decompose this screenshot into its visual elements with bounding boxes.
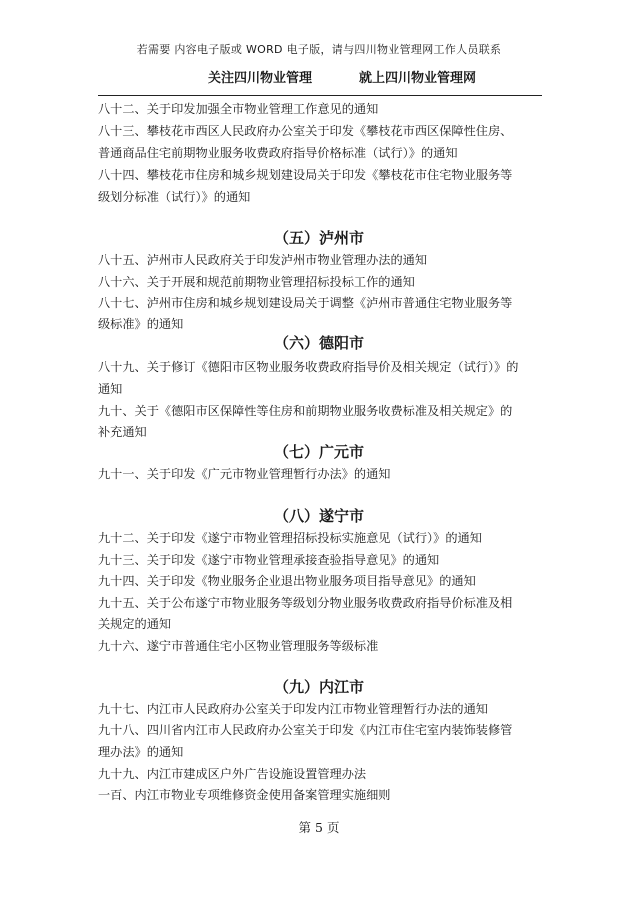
list-item: 九十三、关于印发《遂宁市物业管理承接查验指导意见》的通知	[98, 553, 440, 567]
list-item: 补充通知	[98, 425, 147, 439]
list-item: 九十、关于《德阳市区保障性等住房和前期物业服务收费标准及相关规定》的	[98, 404, 513, 418]
section-heading: （九）内江市	[273, 678, 364, 696]
list-item: 八十九、关于修订《德阳市区物业服务收费政府指导价及相关规定（试行）》的	[98, 360, 519, 374]
list-item: 理办法》的通知	[98, 745, 184, 759]
list-item: 级划分标准（试行）》的通知	[98, 190, 251, 204]
section-heading: （八）遂宁市	[273, 507, 364, 525]
list-item: 八十四、攀枝花市住房和城乡规划建设局关于印发《攀枝花市住宅物业服务等	[98, 168, 513, 182]
list-item: 九十八、四川省内江市人民政府办公室关于印发《内江市住宅室内装饰装修管	[98, 723, 513, 737]
list-item: 九十二、关于印发《遂宁市物业管理招标投标实施意见（试行）》的通知	[98, 531, 482, 545]
list-item: 八十三、攀枝花市西区人民政府办公室关于印发《攀枝花市西区保障性住房、	[98, 124, 513, 138]
header-divider	[98, 95, 542, 96]
list-item: 级标准》的通知	[98, 317, 184, 331]
list-item: 一百、内江市物业专项维修资金使用备案管理实施细则	[98, 788, 391, 802]
section-heading: （五）泸州市	[273, 229, 364, 247]
list-item: 九十七、内江市人民政府办公室关于印发内江市物业管理暂行办法的通知	[98, 702, 488, 716]
list-item: 九十六、遂宁市普通住宅小区物业管理服务等级标准	[98, 639, 379, 653]
section-heading: （七）广元市	[273, 443, 364, 461]
header-slogan-left: 关注四川物业管理	[208, 71, 313, 86]
list-item: 八十七、泸州市住房和城乡规划建设局关于调整《泸州市普通住宅物业服务等	[98, 296, 513, 310]
list-item: 关规定的通知	[98, 617, 172, 631]
list-item: 通知	[98, 382, 123, 396]
section-heading: （六）德阳市	[273, 334, 364, 352]
list-item: 九十四、关于印发《物业服务企业退出物业服务项目指导意见》的通知	[98, 574, 476, 588]
list-item: 八十五、泸州市人民政府关于印发泸州市物业管理办法的通知	[98, 253, 428, 267]
header-slogan-right: 就上四川物业管理网	[359, 71, 477, 86]
list-item: 八十二、关于印发加强全市物业管理工作意见的通知	[98, 102, 379, 116]
contact-notice: 若需要 内容电子版或 WORD 电子版，请与四川物业管理网工作人员联系	[136, 43, 502, 56]
list-item: 九十九、内江市建成区户外广告设施设置管理办法	[98, 767, 367, 781]
list-item: 九十五、关于公布遂宁市物业服务等级划分物业服务收费政府指导价标准及相	[98, 596, 513, 610]
page-number: 第 5 页	[298, 820, 340, 835]
list-item: 九十一、关于印发《广元市物业管理暂行办法》的通知	[98, 467, 391, 481]
list-item: 普通商品住宅前期物业服务收费政府指导价格标准（试行）》的通知	[98, 146, 458, 160]
list-item: 八十六、关于开展和规范前期物业管理招标投标工作的通知	[98, 275, 415, 289]
